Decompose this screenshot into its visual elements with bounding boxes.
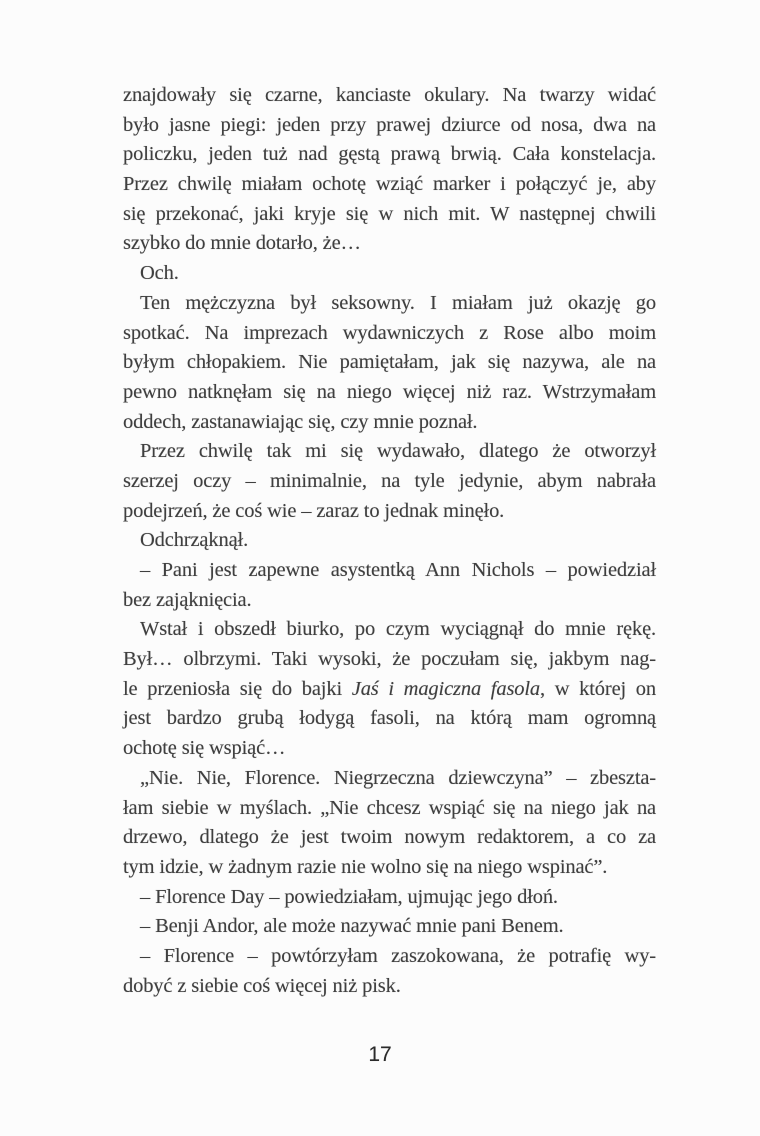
text-segment: dobyć z siebie coś więcej niż pisk. <box>123 974 401 997</box>
text-segment: spotkać. Na imprezach wydawniczych z Rose albo moim <box>123 321 656 344</box>
text-segment: się przekonać, jaki kryje się w nich mit. W następnej chwili <box>123 202 656 225</box>
text-line <box>123 437 656 467</box>
text-segment: oddech, zastanawiając się, czy mnie poznał. <box>123 410 478 433</box>
text-line <box>123 111 656 141</box>
text-segment: – Benji Andor, ale może nazywać mnie pani Benem. <box>140 915 564 938</box>
paragraph <box>123 259 656 289</box>
text-segment: ochotę się wspiąć… <box>123 737 286 760</box>
text-segment: podejrzeń, że coś wie – zaraz to jednak minęło. <box>123 499 505 522</box>
paragraph <box>123 912 656 942</box>
text-line <box>123 81 656 111</box>
text-segment: – Florence Day – powiedziałam, ujmując jego dłoń. <box>140 885 558 908</box>
page-text <box>123 81 656 1001</box>
italic-book-title: Jaś i magiczna fasola <box>351 677 541 700</box>
text-segment: Wstał i obszedł biurko, po czym wyciągnął do mnie rękę. <box>140 618 656 641</box>
text-line <box>123 259 656 289</box>
text-line <box>123 140 656 170</box>
paragraph <box>123 883 656 913</box>
text-line <box>123 942 656 972</box>
paragraph <box>123 764 656 883</box>
page-number: 17 <box>368 1043 392 1066</box>
text-segment: policzku, jeden tuż nad gęstą prawą brwią. Cała konstelacja. <box>123 143 656 166</box>
text-segment: bez zająknięcia. <box>123 588 252 611</box>
paragraph <box>123 526 656 556</box>
text-segment: pewno natknęłam się na niego więcej niż raz. Wstrzymałam <box>123 380 656 403</box>
text-segment: byłym chłopakiem. Nie pamiętałam, jak się nazywa, ale na <box>123 351 656 374</box>
text-line <box>123 497 656 527</box>
text-line <box>123 556 656 586</box>
paragraph <box>123 81 656 259</box>
text-line <box>123 229 656 259</box>
paragraph <box>123 615 656 763</box>
text-line <box>123 704 656 734</box>
text-segment: Odchrząknął. <box>140 529 249 552</box>
text-segment: Był… olbrzymi. Taki wysoki, że poczułam się, jakbym nag- <box>123 648 656 671</box>
text-line <box>123 408 656 438</box>
paragraph <box>123 942 656 1001</box>
text-segment: Przez chwilę miałam ochotę wziąć marker i połączyć je, aby <box>123 173 656 196</box>
text-segment: szerzej oczy – minimalnie, na tyle jedynie, abym nabrała <box>123 469 656 492</box>
text-segment: Ten mężczyzna był seksowny. I miałam już okazję go <box>140 291 656 314</box>
text-line <box>123 764 656 794</box>
text-line <box>123 823 656 853</box>
text-line <box>123 972 656 1002</box>
paragraph <box>123 556 656 615</box>
text-segment: le przeniosła się do bajki <box>123 677 352 700</box>
text-line <box>123 734 656 764</box>
paragraph <box>123 437 656 526</box>
text-line <box>123 794 656 824</box>
text-segment: łam siebie w myślach. „Nie chcesz wspiąć się na niego jak na <box>123 796 656 819</box>
text-segment: szybko do mnie dotarło, że… <box>123 232 361 255</box>
text-segment: znajdowały się czarne, kanciaste okulary. Na twarzy widać <box>123 84 656 106</box>
text-line <box>123 467 656 497</box>
text-segment: jest bardzo grubą łodygą fasoli, na którą mam ogromną <box>123 707 656 730</box>
text-line <box>123 348 656 378</box>
text-line <box>123 645 656 675</box>
text-segment: było jasne piegi: jeden przy prawej dziurce od nosa, dwa na <box>123 113 656 136</box>
text-segment: Och. <box>140 262 179 285</box>
text-segment: , w której on <box>540 677 657 700</box>
paragraph <box>123 289 656 437</box>
text-line <box>123 675 656 705</box>
text-line <box>123 378 656 408</box>
text-segment: Przez chwilę tak mi się wydawało, dlatego że otworzył <box>140 440 656 463</box>
text-line <box>123 853 656 883</box>
text-segment: drzewo, dlatego że jest twoim nowym redaktorem, a co za <box>123 826 656 849</box>
text-segment: „Nie. Nie, Florence. Niegrzeczna dziewczyna” – zbeszta- <box>140 766 656 789</box>
text-line <box>123 912 656 942</box>
text-line <box>123 615 656 645</box>
text-segment: tym idzie, w żadnym razie nie wolno się na niego wspinać”. <box>123 855 608 878</box>
text-line <box>123 319 656 349</box>
text-segment: – Florence – powtórzyłam zaszokowana, że potrafię wy- <box>140 944 656 967</box>
text-line <box>123 883 656 913</box>
text-segment: – Pani jest zapewne asystentką Ann Nichols – powiedział <box>140 559 656 581</box>
text-line <box>123 200 656 230</box>
text-line <box>123 289 656 319</box>
text-line <box>123 586 656 616</box>
text-line <box>123 170 656 200</box>
text-line <box>123 526 656 556</box>
